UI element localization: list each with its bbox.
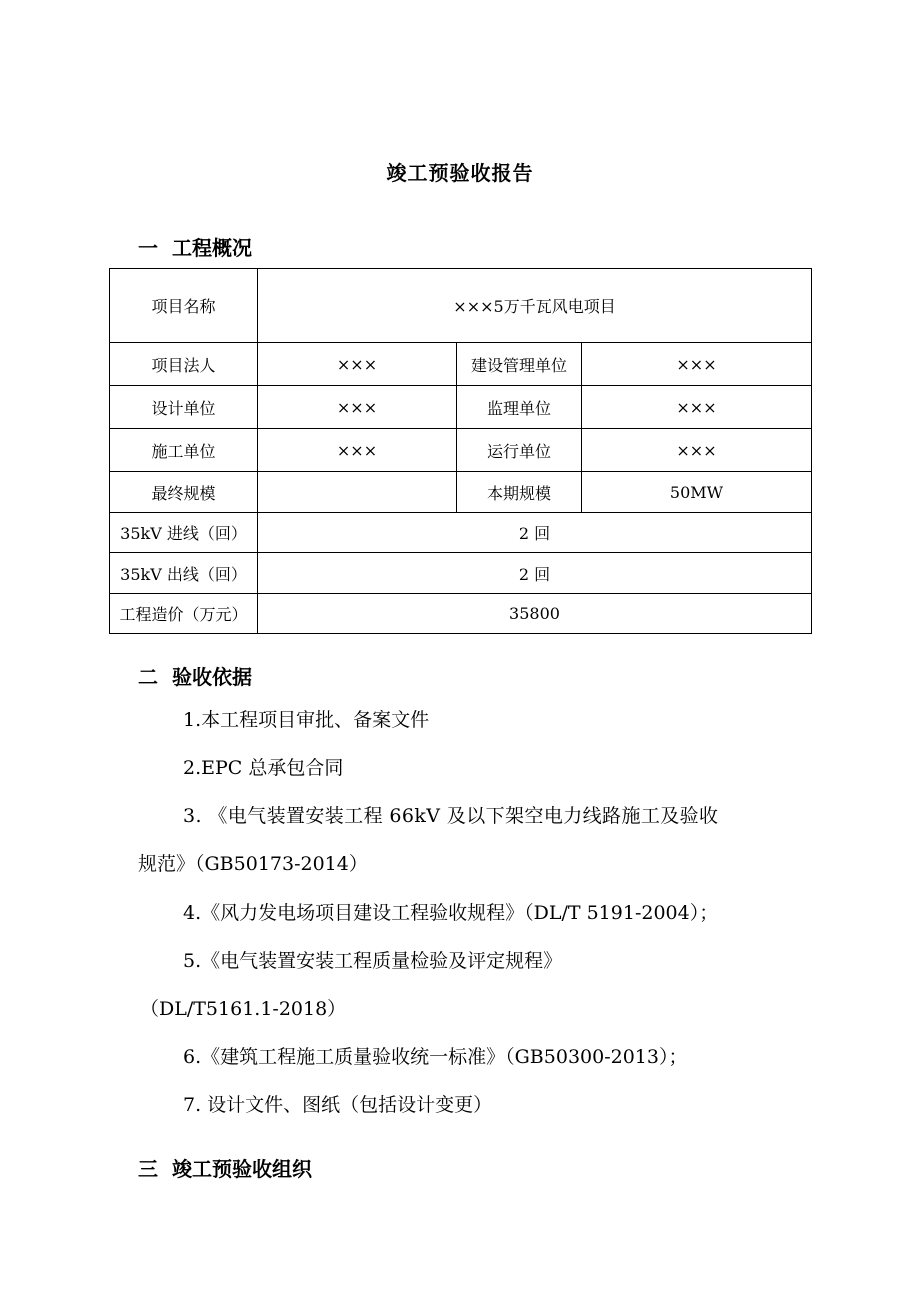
section-2-number: 二 — [138, 665, 158, 689]
basis-item: 2.EPC 总承包合同 — [183, 757, 344, 779]
section-1-number: 一 — [138, 236, 158, 260]
cell-value — [258, 472, 457, 513]
section-3-title: 竣工预验收组织 — [172, 1157, 312, 1181]
basis-item: 5.《电气装置安装工程质量检验及评定规程》 — [183, 950, 563, 972]
cell-label: 设计单位 — [110, 386, 258, 429]
cell-label: 本期规模 — [457, 472, 582, 513]
table-row — [110, 594, 812, 634]
cell-label: 项目法人 — [110, 343, 258, 386]
cell-value: ××× — [582, 429, 812, 472]
table-row — [110, 429, 812, 472]
section-1-heading — [138, 232, 252, 261]
table-row — [110, 343, 812, 386]
basis-item: 1.本工程项目审批、备案文件 — [183, 709, 430, 731]
section-2-heading — [138, 661, 252, 690]
document-title: 竣工预验收报告 — [386, 161, 534, 185]
cell-label: 35kV 出线（回） — [110, 553, 258, 594]
section-3-heading — [138, 1153, 312, 1182]
cell-label: 运行单位 — [457, 429, 582, 472]
cell-value: ×××5万千瓦风电项目 — [258, 269, 812, 343]
cell-label: 施工单位 — [110, 429, 258, 472]
cell-value: 2 回 — [258, 513, 812, 553]
basis-item-continuation: （DL/T5161.1-2018） — [140, 998, 347, 1020]
cell-label: 建设管理单位 — [457, 343, 582, 386]
cell-label: 最终规模 — [110, 472, 258, 513]
section-1-title: 工程概况 — [172, 236, 252, 260]
table-row — [110, 386, 812, 429]
cell-value: ××× — [258, 343, 457, 386]
cell-label: 工程造价（万元） — [110, 594, 258, 634]
cell-value: 35800 — [258, 594, 812, 634]
cell-value: ××× — [258, 429, 457, 472]
basis-item: 6.《建筑工程施工质量验收统一标准》（GB50300-2013）； — [183, 1046, 688, 1068]
cell-value: 2 回 — [258, 553, 812, 594]
basis-item: 3. 《电气装置安装工程 66kV 及以下架空电力线路施工及验收 — [183, 805, 719, 827]
cell-value: 50MW — [582, 472, 812, 513]
table-row — [110, 472, 812, 513]
table-row — [110, 269, 812, 343]
table-row — [110, 513, 812, 553]
cell-value: ××× — [582, 386, 812, 429]
basis-item: 7. 设计文件、图纸（包括设计变更） — [183, 1094, 493, 1116]
cell-value: ××× — [582, 343, 812, 386]
section-2-title: 验收依据 — [172, 665, 252, 689]
basis-item: 4.《风力发电场项目建设工程验收规程》（DL/T 5191-2004）； — [183, 902, 719, 924]
cell-label: 项目名称 — [110, 269, 258, 343]
cell-value: ××× — [258, 386, 457, 429]
cell-label: 监理单位 — [457, 386, 582, 429]
section-3-number: 三 — [138, 1157, 158, 1181]
table-row — [110, 553, 812, 594]
project-overview-table — [109, 268, 812, 634]
basis-item-continuation: 规范》（GB50173-2014） — [138, 853, 368, 875]
cell-label: 35kV 进线（回） — [110, 513, 258, 553]
